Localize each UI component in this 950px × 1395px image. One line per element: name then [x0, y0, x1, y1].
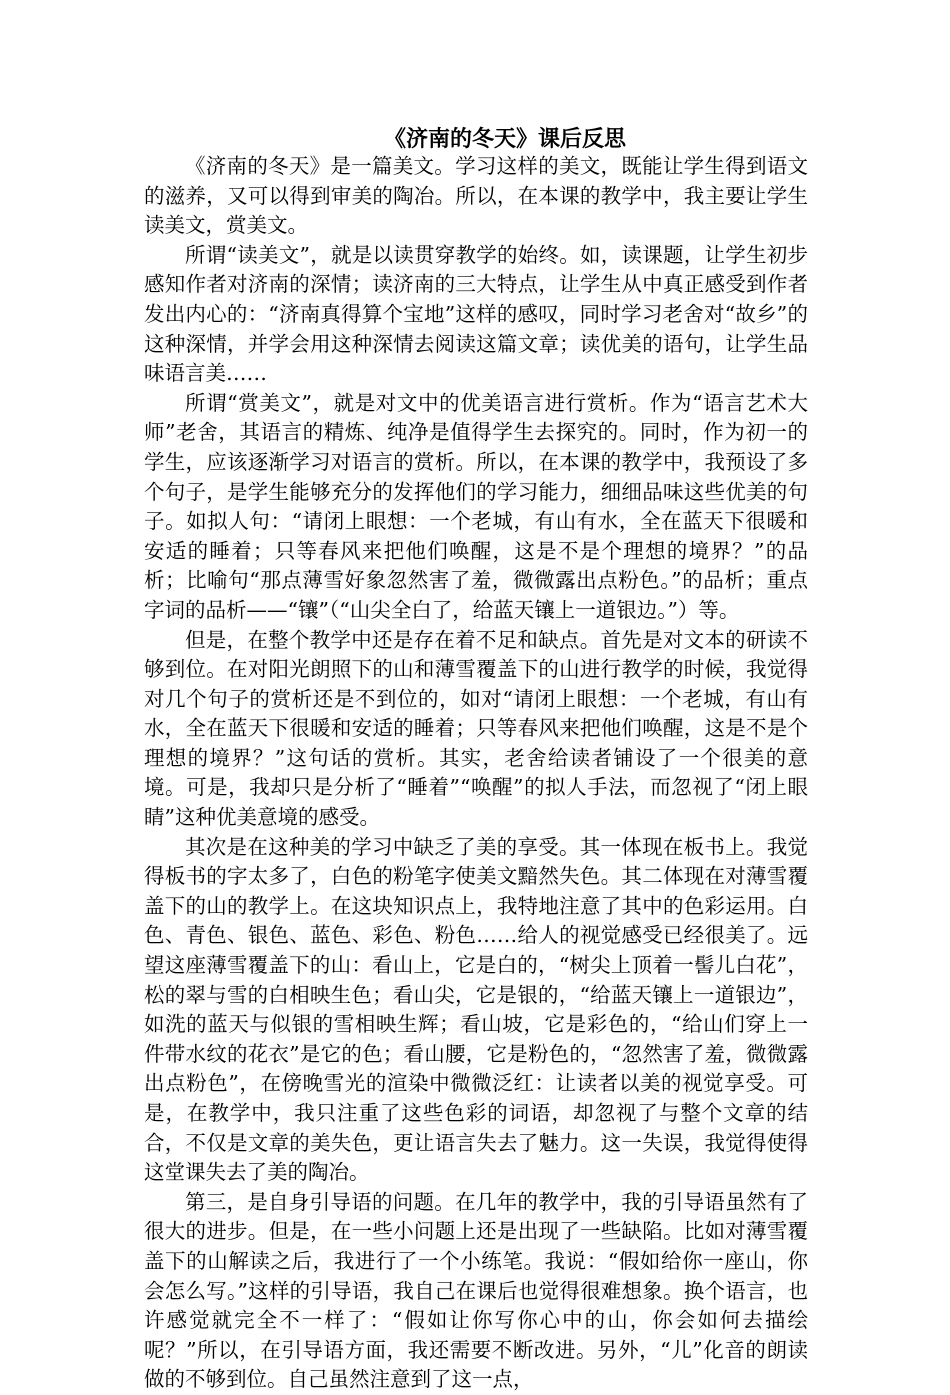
- paragraph-read-beautiful-text: 所谓“读美文”，就是以读贯穿教学的始终。如，读课题，让学生初步感知作者对济南的深情；读济南的三大特点，让学生从中真正感受到作者发出内心的：“济南真得算个宝地”这样的感叹，同时学习老舍对“故乡”的这种深情，并学会用这种深情去阅读这篇文章；读优美的语句，让学生品味语言美……: [144, 242, 808, 386]
- paragraph-appreciate-beautiful-text: 所谓“赏美文”，就是对文中的优美语言进行赏析。作为“语言艺术大师”老舍，其语言的精炼、纯净是值得学生去探究的。同时，作为初一的学生，应该逐渐学习对语言的赏析。所以，在本课的教学中，我预设了多个句子，是学生能够充分的发挥他们的学习能力，细细品味这些优美的句子。如拟人句：“请闭上眼想：一个老城，有山有水，全在蓝天下很暖和安适的睡着；只等春风来把他们唤醒，这是不是个理想的境界？”的品析；比喻句“那点薄雪好象忽然害了羞，微微露出点粉色。”的品析；重点字词的品析——“镶”（“山尖全白了，给蓝天镶上一道银边。”）等。: [144, 390, 808, 622]
- paragraph-shortcomings: 但是，在整个教学中还是存在着不足和缺点。首先是对文本的研读不够到位。在对阳光朗照下的山和薄雪覆盖下的山进行教学的时候，我觉得对几个句子的赏析还是不到位的，如对“请闭上眼想：一个老城，有山有水，全在蓝天下很暖和安适的睡着；只等春风来把他们唤醒，这是不是个理想的境界？”这句话的赏析。其实，老舍给读者铺设了一个很美的意境。可是，我却只是分析了“睡着”“唤醒”的拟人手法，而忽视了“闭上眼睛”这种优美意境的感受。: [144, 627, 808, 830]
- document-title: 《济南的冬天》课后反思: [383, 126, 626, 152]
- paragraph-guiding-language: 第三，是自身引导语的问题。在几年的教学中，我的引导语虽然有了很大的进步。但是，在一些小问题上还是出现了一些缺陷。比如对薄雪覆盖下的山解读之后，我进行了一个小练笔。我说：“假如给你一座山，你会怎么写。”这样的引导语，我自己在课后也觉得很难想象。换个语言，也许感觉就完全不一样了：“假如让你写你心中的山，你会如何去描绘呢？”所以，在引导语方面，我还需要不断改进。另外，“儿”化音的朗读做的不够到位。自己虽然注意到了这一点，: [144, 1189, 808, 1392]
- paragraph-lack-of-beauty: 其次是在这种美的学习中缺乏了美的享受。其一体现在板书上。我觉得板书的字太多了，白色的粉笔字使美文黯然失色。其二体现在对薄雪覆盖下的山的教学上。在这块知识点上，我特地注意了其中的色彩运用。白色、青色、银色、蓝色、彩色、粉色……给人的视觉感受已经很美了。远望这座薄雪覆盖下的山：看山上，它是白的，“树尖上顶着一髻儿白花”，松的翠与雪的白相映生色；看山尖，它是银的，“给蓝天镶上一道银边”，如洗的蓝天与似银的雪相映生辉；看山坡，它是彩色的，“给山们穿上一件带水纹的花衣”是它的色；看山腰，它是粉色的，“忽然害了羞，微微露出点粉色”，在傍晚雪光的渲染中微微泛红：让读者以美的视觉享受。可是，在教学中，我只注重了这些色彩的词语，却忽视了与整个文章的结合，不仅是文章的美失色，更让语言失去了魅力。这一失误，我觉得使得这堂课失去了美的陶冶。: [144, 834, 808, 1185]
- paragraph-intro: 《济南的冬天》是一篇美文。学习这样的美文，既能让学生得到语文的滋养，又可以得到审美的陶冶。所以，在本课的教学中，我主要让学生读美文，赏美文。: [144, 154, 808, 238]
- document-body: [144, 152, 808, 1395]
